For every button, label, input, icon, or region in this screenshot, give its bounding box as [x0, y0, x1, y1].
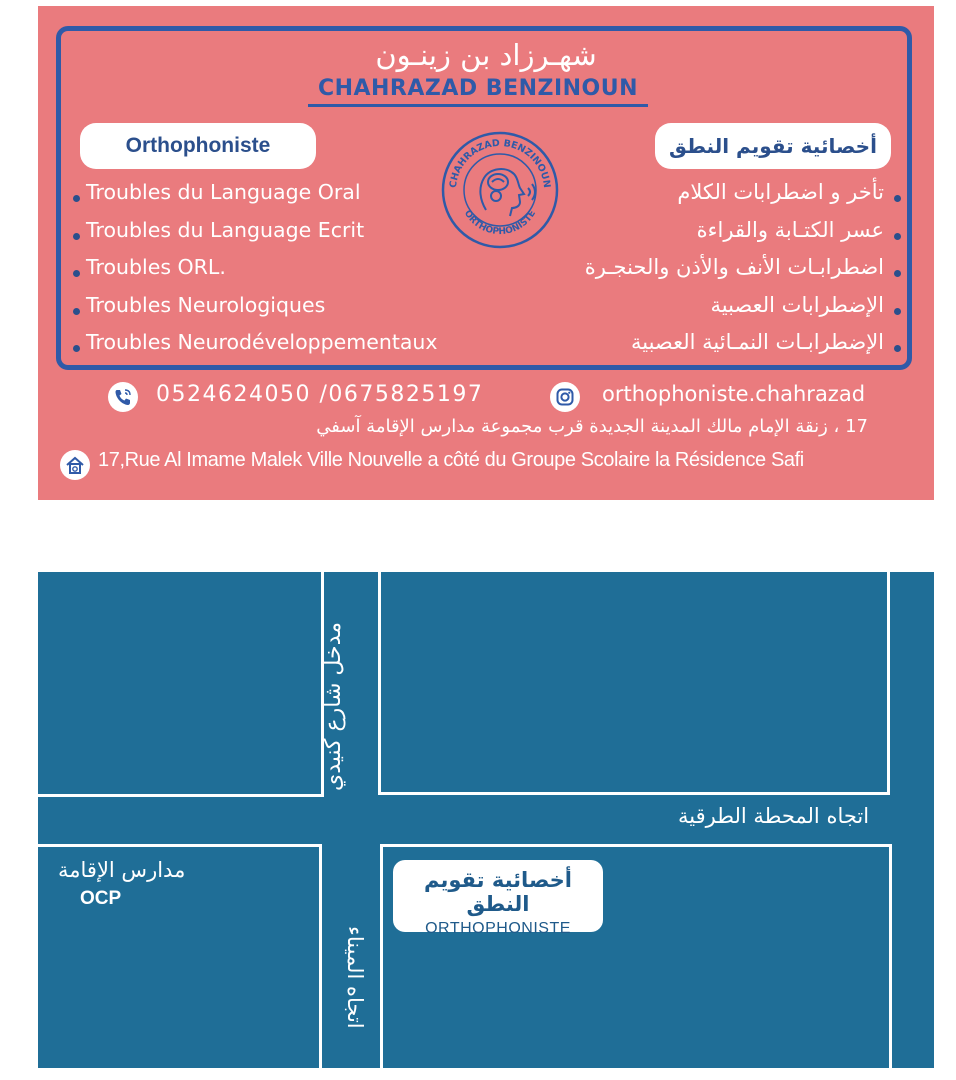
- road-line: [887, 572, 890, 795]
- address-french: 17,Rue Al Imame Malek Ville Nouvelle a côté du Groupe Scolaire la Résidence Safi: [98, 449, 804, 471]
- service-item: اضطرابـات الأنف والأذن والحنجـرة: [524, 249, 904, 287]
- title-french: Orthophoniste: [80, 123, 316, 169]
- clinic-location-badge: [393, 860, 603, 937]
- service-item: Troubles du Language Ecrit: [70, 212, 550, 250]
- logo-top-text: CHAHRAZAD BENZINOUN: [447, 137, 553, 189]
- ocp-label: OCP: [80, 888, 122, 909]
- service-item: عسر الكتـابة والقراءة: [524, 212, 904, 250]
- road-line: [380, 844, 892, 847]
- service-item: Troubles Neurodéveloppementaux: [70, 324, 550, 362]
- service-item: Troubles Neurologiques: [70, 287, 550, 325]
- road-line: [319, 844, 322, 1068]
- phone-icon: [108, 382, 138, 412]
- service-item: الإضطرابـات النمـائية العصبية: [524, 324, 904, 362]
- logo-bottom-text: ORTHOPHONISTE: [461, 208, 539, 238]
- name-arabic: شهـرزاد بن زينـون: [375, 38, 597, 72]
- road-line: [889, 844, 892, 1068]
- service-item: تأخر و اضطرابات الكلام: [524, 174, 904, 212]
- badge-title-arabic: أخصائية تقويم النطق: [424, 868, 572, 916]
- harbor-direction-label: اتجاه الميناء: [343, 925, 367, 1029]
- phone-numbers[interactable]: 0524624050 /0675825197: [156, 382, 484, 407]
- service-item: Troubles ORL.: [70, 249, 550, 287]
- business-card-map: [38, 572, 934, 1068]
- road-line: [38, 844, 322, 847]
- badge-title-french: ORTHOPHONISTE: [425, 920, 571, 937]
- road-line: [378, 792, 890, 795]
- name-latin: CHAHRAZAD BENZINOUN: [308, 76, 648, 107]
- road-line: [38, 794, 324, 797]
- service-item: Troubles du Language Oral: [70, 174, 550, 212]
- bus-station-direction-label: اتجاه المحطة الطرقية: [678, 804, 870, 828]
- street-kennedy-label: مدخل شارع كنيدي: [321, 622, 346, 792]
- address-arabic: 17 ، زنقة الإمام مالك المدينة الجديدة قرب مجموعة مدارس الإقامة آسفي: [316, 416, 868, 437]
- school-label: مدارس الإقامة: [58, 858, 186, 882]
- title-arabic: أخصائية تقويم النطق: [655, 123, 891, 169]
- instagram-icon: [550, 382, 580, 412]
- road-line: [380, 844, 383, 1068]
- services-list-arabic: [524, 174, 904, 362]
- logo-seal: [440, 130, 560, 250]
- road-line: [378, 572, 381, 794]
- instagram-handle[interactable]: orthophoniste.chahrazad: [602, 382, 866, 406]
- service-item: الإضطرابات العصبية: [524, 287, 904, 325]
- business-card-front: [38, 6, 934, 500]
- home-icon: [60, 450, 90, 480]
